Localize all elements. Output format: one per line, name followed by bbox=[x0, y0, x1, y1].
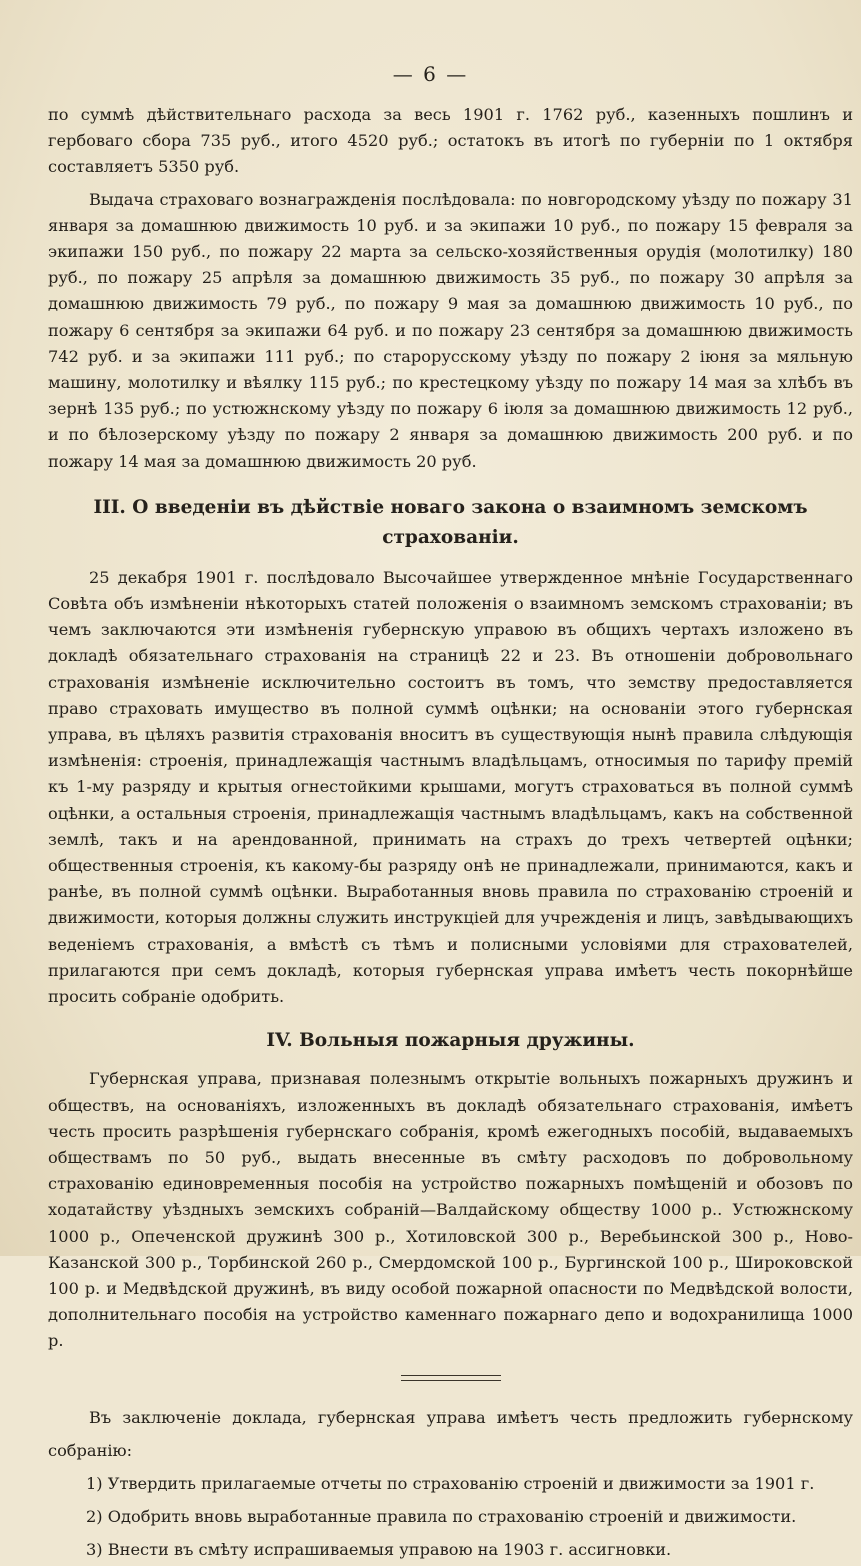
conclusion-intro: Въ заключеніе доклада, губернская управа имѣетъ честь предложить губернскому собранію: bbox=[48, 1407, 853, 1460]
proposal-list bbox=[48, 1467, 853, 1566]
double-rule-divider bbox=[401, 1375, 501, 1381]
paragraph-continuation: по суммѣ дѣйствительнаго расхода за весь 1901 г. 1762 руб., казенныхъ пошлинъ и гербоваго сбора 735 руб., итого 4520 руб.; остатокъ въ итогѣ по губерніи по 1 октября составляетъ 5350 руб. bbox=[48, 105, 853, 177]
section-4-text: Губернская управа, признавая полезнымъ открытіе вольныхъ пожарныхъ дружинъ и обществъ, на основаніяхъ, изложенныхъ въ докладѣ обязательнаго страхованія, имѣетъ честь просить разрѣшенія губернскаго собранія, кромѣ ежегодныхъ пособій, выдаваемыхъ обществамъ по 50 руб., выдать внесенные въ смѣту расходовъ по добровольному страхованію единовременныя пособія на устройство пожарныхъ помѣщеній и обозовъ по ходатайству уѣздныхъ земскихъ собраній—Валдайскому обществу 1000 р.. Устюжнскому 1000 р., Опеченской дружинѣ 300 р., Хотиловской 300 р., Веребьинской 300 р., Ново-Казанской 300 р., Торбинской 260 р., Смердомской 100 р., Бургинской 100 р., Широковской 100 р. и Медвѣдской дружинѣ, въ виду особой пожарной опасности по Медвѣдской волости, дополнительнаго пособія на устройство каменнаго пожарнаго депо и водохранилища 1000 р. bbox=[48, 1069, 853, 1351]
page-number: — 6 — bbox=[392, 62, 469, 86]
list-item: 1) Утвердить прилагаемые отчеты по страхованію строеній и движимости за 1901 г. bbox=[86, 1473, 815, 1493]
section-heading-3: III. О введеніи въ дѣйствіе новаго закона о взаимномъ земскомъ страхованіи. bbox=[93, 496, 808, 548]
section-heading-4: IV. Вольныя пожарныя дружины. bbox=[266, 1030, 635, 1052]
list-item: 3) Внести въ смѣту испрашиваемыя управою на 1903 г. ассигновки. bbox=[86, 1539, 672, 1559]
paragraph-insurance-payments: Выдача страховаго вознагражденія послѣдовала: по новгородскому уѣзду по пожару 31 января за домашнюю движимость 10 руб. и за экипажи 10 руб., по пожару 15 февраля за экипажи 150 руб., по пожару 22 марта за сельско-хозяйственныя орудія (молотилку) 180 руб., по пожару 25 апрѣля за домашнюю движимость 35 руб., по пожару 30 апрѣля за домашнюю движимость 79 руб., по пожару 9 мая за домашнюю движимость 10 руб., по пожару 6 сентября за экипажи 64 руб. и по пожару 23 сентября за домашнюю движимость 742 руб. и за экипажи 111 руб.; по старорусскому уѣзду по пожару 2 іюня за мяльную машину, молотилку и вѣялку 115 руб.; по крестецкому уѣзду по пожару 14 мая за хлѣбъ въ зернѣ 135 руб.; по устюжнскому уѣзду по пожару 6 іюля за домашнюю движимость 12 руб., и по бѣлозерскому уѣзду по пожару 2 января за домашнюю движимость 200 руб. и по пожару 14 мая за домашнюю движимость 20 руб. bbox=[48, 189, 853, 471]
section-3-text: 25 декабря 1901 г. послѣдовало Высочайшее утвержденное мнѣніе Государственнаго Совѣта объ измѣненіи нѣкоторыхъ статей положенія о взаимномъ земскомъ страхованіи; въ чемъ заключаются эти измѣненія губернскую управою въ общихъ чертахъ изложено въ докладѣ обязательнаго страхованія на страницѣ 22 и 23. Въ отношеніи добровольнаго страхованія измѣненіе исключительно состоитъ въ томъ, что земству предоставляется право страховать имущество въ полной суммѣ оцѣнки; на основаніи этого губернская управа, въ цѣляхъ развитія страхованія вноситъ въ существующія нынѣ правила слѣдующія измѣненія: строенія, принадлежащія частнымъ владѣльцамъ, относимыя по тарифу премій къ 1-му разряду и крытыя огнестойкими крышами, могутъ страховаться въ полной суммѣ оцѣнки, а остальныя строенія, принадлежащія частнымъ владѣльцамъ, какъ на собственной землѣ, такъ и на арендованной, принимать на страхъ до трехъ четвертей оцѣнки; общественныя строенія, къ какому-бы разряду онѣ не принадлежали, принимаются, какъ и ранѣе, въ полной суммѣ оцѣнки. Выработанныя вновь правила по страхованію строеній и движимости, которыя должны служить инструкціей для учрежденія и лицъ, завѣдывающихъ веденіемъ страхованія, а вмѣстѣ съ тѣмъ и полисными условіями для страхователей, прилагаются при семъ докладѣ, которыя губернская управа имѣетъ честь покорнѣйше просить собраніе одобрить. bbox=[48, 567, 853, 1007]
page-content bbox=[48, 102, 853, 1566]
list-item: 2) Одобрить вновь выработанные правила по страхованію строеній и движимости. bbox=[86, 1506, 797, 1526]
